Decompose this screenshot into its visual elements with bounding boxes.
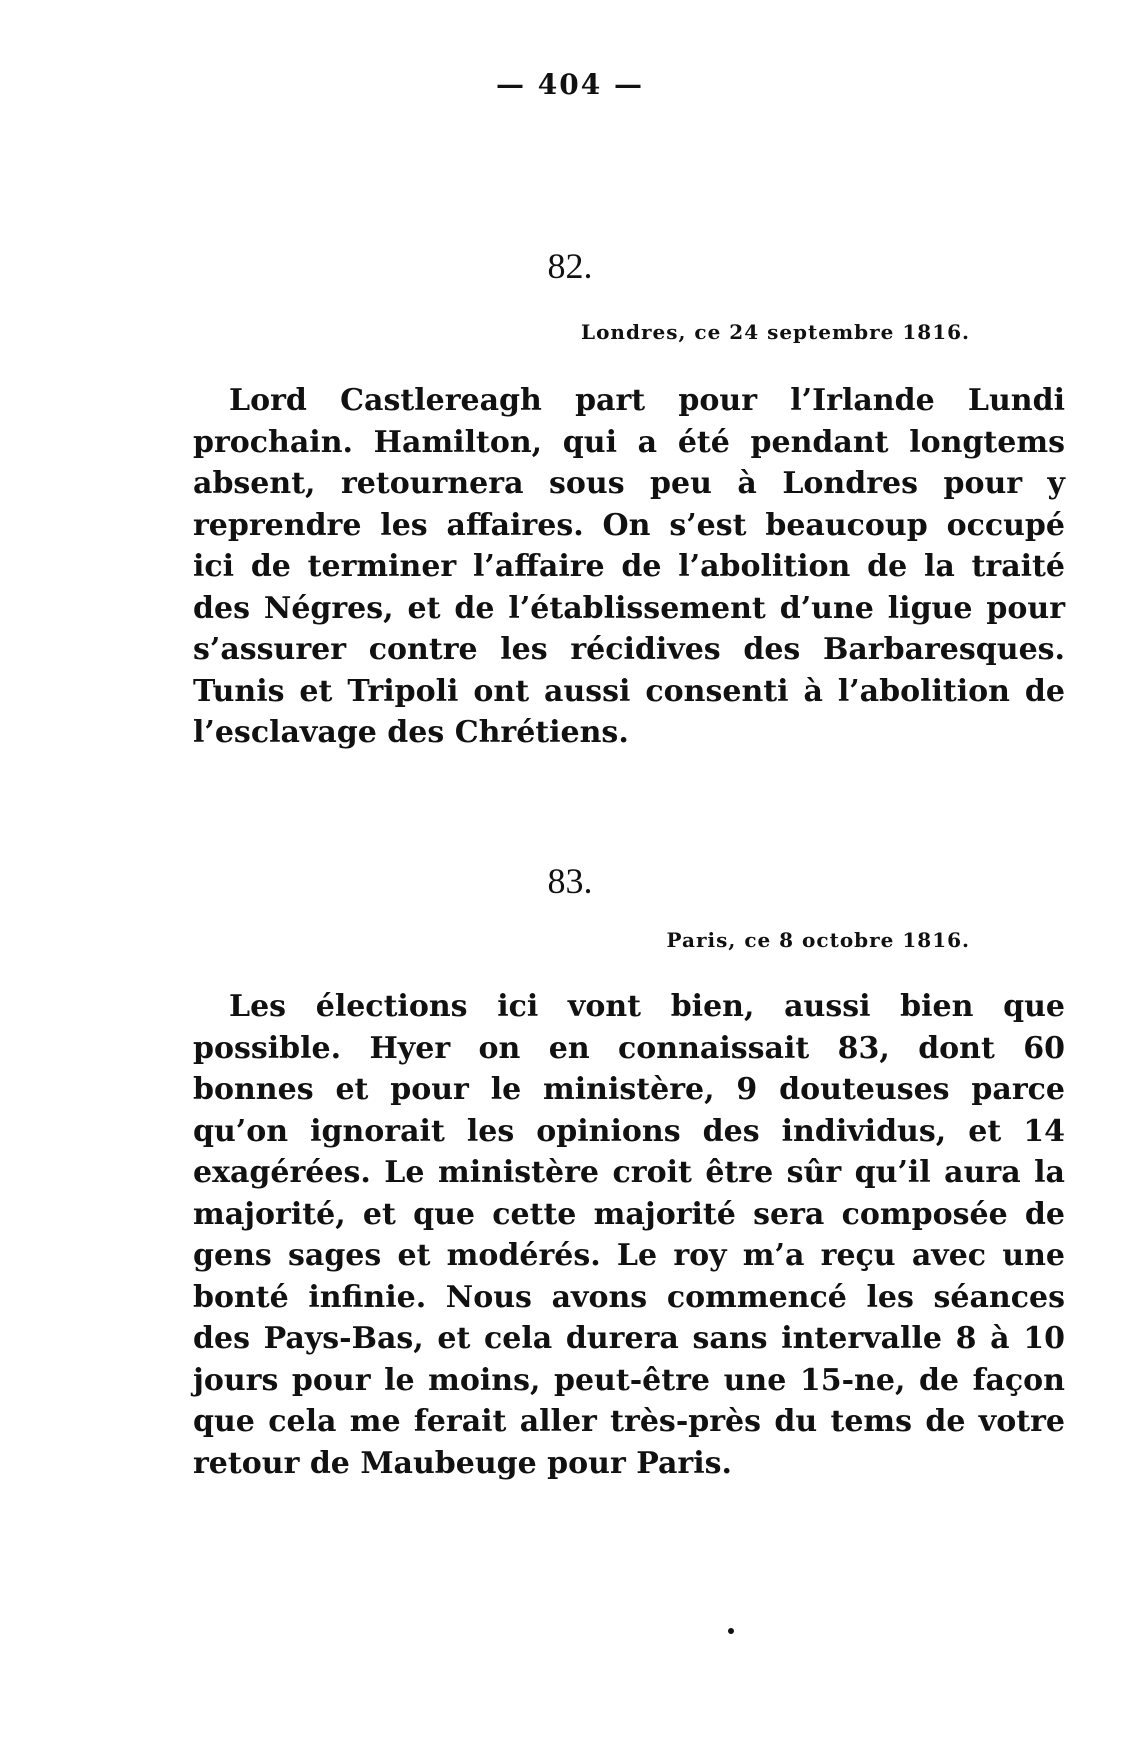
ink-speck	[728, 1628, 734, 1634]
page-number: — 404 —	[496, 68, 644, 101]
letter-body: Lord Castlereagh part pour l’Irlande Lundi prochain. Hamilton, qui a été pendant longtems absent, retournera sous peu à Londres pour y reprendre les affaires. On s’est beaucoup occupé ici de terminer l’affaire de l’abolition de la traité des Négres, et de l’établissement d’une ligue pour s’assurer contre les récidives des Barbaresques. Tunis et Tripoli ont aussi consenti à l’abolition de l’esclavage des Chrétiens.	[193, 383, 1065, 750]
letter-number: 83.	[547, 861, 593, 901]
letter-number: 82.	[547, 246, 593, 286]
letter-dateline: Paris, ce 8 octobre 1816.	[666, 928, 970, 952]
letter-body: Les élections ici vont bien, aussi bien que possible. Hyer on en connaissait 83, dont 60 bonnes et pour le ministère, 9 douteuses parce qu’on ignorait les opinions des individus, et 14 exagérées. Le ministère croit être sûr qu’il aura la majorité, et que cette majorité sera composée de gens sages et modérés. Le roy m’a reçu avec une bonté infinie. Nous avons commencé les séances des Pays-Bas, et cela durera sans intervalle 8 à 10 jours pour le moins, peut-être une 15-ne, de façon que cela me ferait aller très-près du tems de votre retour de Maubeuge pour Paris.	[193, 989, 1065, 1481]
letter-dateline: Londres, ce 24 septembre 1816.	[581, 320, 970, 344]
